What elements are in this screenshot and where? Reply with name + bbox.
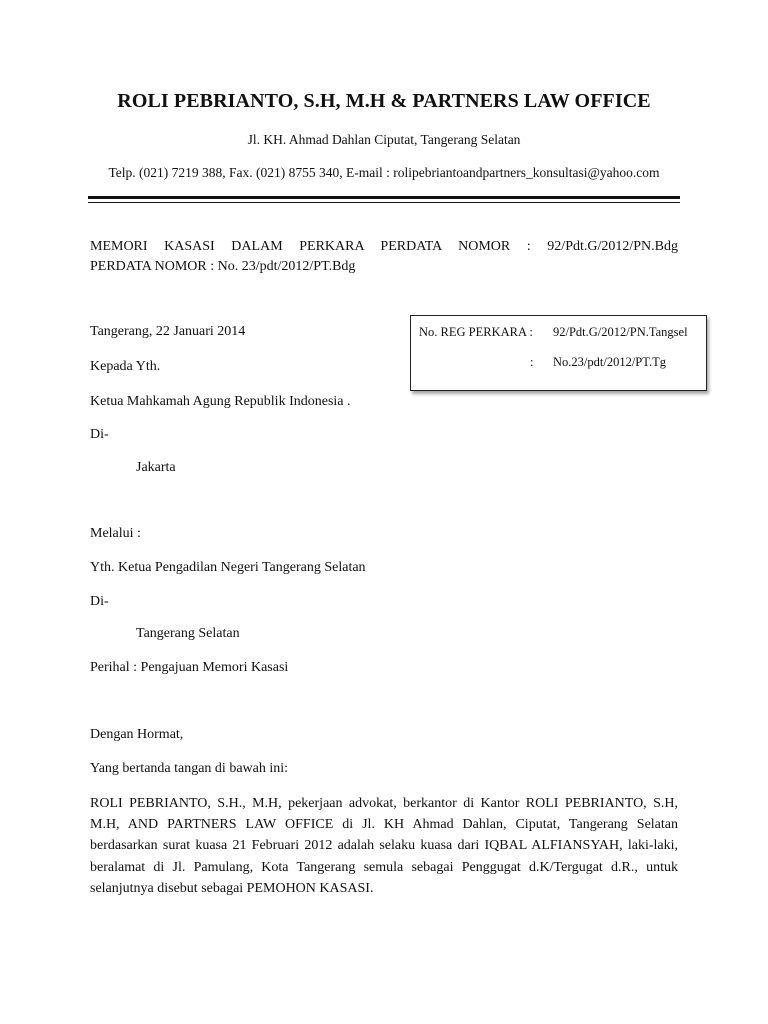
via-recipient: Yth. Ketua Pengadilan Negeri Tangerang Selatan (90, 560, 366, 575)
di-label-1: Di- (90, 427, 109, 442)
via-label: Melalui : (90, 526, 141, 541)
registration-number-2: No.23/pdt/2012/PT.Tg (553, 355, 666, 369)
to-label: Kepada Yth. (90, 359, 161, 374)
firm-address: Jl. KH. Ahmad Dahlan Ciputat, Tangerang Selatan (247, 132, 521, 147)
greeting: Dengan Hormat, (90, 727, 184, 742)
letterhead-rule-thin (88, 202, 680, 203)
recipient-city: Jakarta (136, 460, 176, 475)
subject-line: Perihal : Pengajuan Memori Kasasi (90, 660, 289, 675)
registration-colon: : (530, 355, 534, 369)
registration-label: No. REG PERKARA : (419, 325, 533, 339)
di-label-2: Di- (90, 594, 109, 609)
place-date: Tangerang, 22 Januari 2014 (90, 324, 246, 339)
letterhead-rule-thick (88, 196, 680, 199)
recipient: Ketua Mahkamah Agung Republik Indonesia . (90, 394, 351, 409)
registration-number-1: 92/Pdt.G/2012/PN.Tangsel (553, 325, 688, 339)
registration-box (410, 315, 707, 391)
firm-contact: Telp. (021) 7219 388, Fax. (021) 8755 340, E-mail : rolipebriantoandpartners_konsultasi@yahoo.com (108, 165, 660, 180)
via-city: Tangerang Selatan (136, 626, 240, 641)
document-title-line-1: MEMORI KASASI DALAM PERKARA PERDATA NOMOR : 92/Pdt.G/2012/PN.Bdg (90, 239, 678, 254)
body-paragraph: ROLI PEBRIANTO, S.H., M.H, pekerjaan advokat, berkantor di Kantor ROLI PEBRIANTO, S.H, M.H, AND PARTNERS LAW OFFICE di Jl. KH Ahmad Dahlan, Ciputat, Tangerang Selatan berdasarkan surat kuasa 21 Februari 2012 adalah selaku kuasa dari IQBAL ALFIANSYAH, laki-laki, beralamat di Jl. Pamulang, Kota Tangerang semula sebagai Penggugat d.K/Tergugat d.R., untuk selanjutnya disebut sebagai PEMOHON KASASI. (90, 796, 678, 896)
intro-line: Yang bertanda tangan di bawah ini: (90, 761, 289, 776)
document-title-line-2: PERDATA NOMOR : No. 23/pdt/2012/PT.Bdg (90, 259, 356, 274)
firm-name: ROLI PEBRIANTO, S.H, M.H & PARTNERS LAW OFFICE (117, 90, 651, 112)
